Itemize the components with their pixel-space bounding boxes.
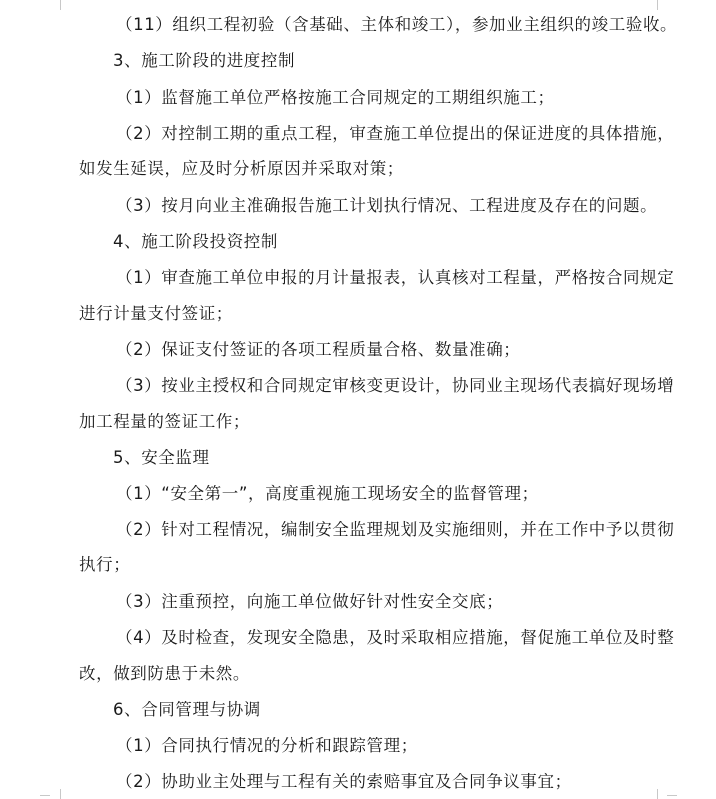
section-heading: 5、安全监理 [113, 448, 210, 467]
paragraph-line: （3）按月向业主准确报告施工计划执行情况、工程进度及存在的问题。 [116, 196, 658, 215]
page-corner-mark [657, 0, 668, 10]
paragraph-line: （1）合同执行情况的分析和跟踪管理； [116, 736, 418, 755]
paragraph-line: 改，做到防患于未然。 [79, 664, 250, 683]
paragraph-line: （1）“安全第一”，高度重视施工现场安全的监督管理； [116, 484, 539, 503]
paragraph-line: （1）监督施工单位严格按施工合同规定的工期组织施工； [116, 88, 555, 107]
page-corner-mark [657, 789, 668, 799]
page-corner-mark [40, 795, 50, 797]
paragraph-line: 执行； [79, 555, 131, 574]
paragraph-line: （11）组织工程初验（含基础、主体和竣工），参加业主组织的竣工验收。 [116, 15, 678, 34]
paragraph-line: 如发生延误，应及时分析原因并采取对策； [79, 159, 404, 178]
page-corner-mark [667, 795, 677, 797]
paragraph-line: （1）审查施工单位申报的月计量报表，认真核对工程量，严格按合同规定 [116, 268, 675, 287]
paragraph-line: （3）注重预控，向施工单位做好针对性安全交底； [116, 592, 504, 611]
paragraph-line: （2）保证支付签证的各项工程质量合格、数量准确； [116, 340, 521, 359]
page-corner-mark [50, 0, 61, 10]
section-heading: 6、合同管理与协调 [113, 700, 261, 719]
page-corner-mark [50, 789, 61, 799]
paragraph-line: 加工程量的签证工作； [79, 412, 250, 431]
paragraph-line: （2）对控制工期的重点工程，审查施工单位提出的保证进度的具体措施， [116, 124, 675, 143]
paragraph-line: （4）及时检查，发现安全隐患，及时采取相应措施，督促施工单位及时整 [116, 628, 675, 647]
paragraph-line: （2）协助业主处理与工程有关的索赔事宜及合同争议事宜； [116, 772, 572, 791]
paragraph-line: （2）针对工程情况，编制安全监理规划及实施细则，并在工作中予以贯彻 [116, 520, 675, 539]
paragraph-line: （3）按业主授权和合同规定审核变更设计，协同业主现场代表搞好现场增 [116, 376, 675, 395]
section-heading: 4、施工阶段投资控制 [113, 232, 278, 251]
paragraph-line: 进行计量支付签证； [79, 304, 233, 323]
section-heading: 3、施工阶段的进度控制 [113, 51, 296, 70]
